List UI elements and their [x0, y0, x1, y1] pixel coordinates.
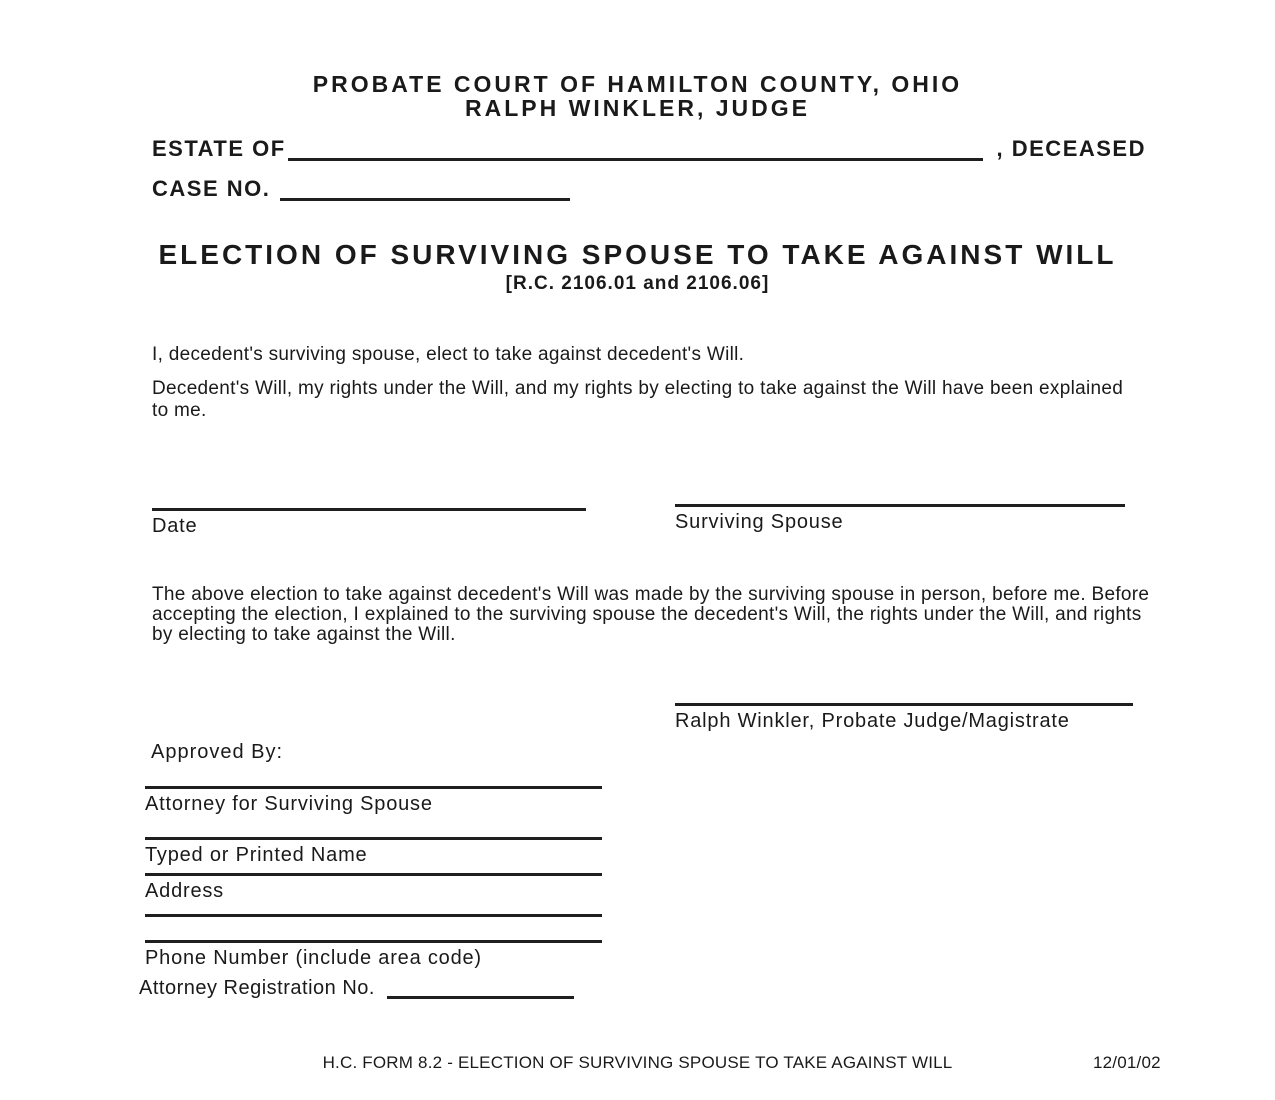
phone-number-label: Phone Number (include area code): [145, 947, 482, 969]
statute-reference: [R.C. 2106.01 and 2106.06]: [505, 273, 770, 294]
case-number-row: [152, 176, 570, 201]
address-continuation-block: [145, 914, 602, 941]
typed-name-label: Typed or Printed Name: [145, 844, 368, 866]
surviving-spouse-signature-block: [675, 504, 1125, 534]
attorney-signature-block: [145, 786, 602, 816]
phone-number-line: [145, 940, 602, 943]
deceased-label: , DECEASED: [996, 136, 1146, 161]
approved-by-label: Approved By:: [151, 741, 284, 763]
attorney-registration-label: Attorney Registration No.: [139, 977, 375, 999]
surviving-spouse-label: Surviving Spouse: [675, 511, 844, 533]
address-line-2: [145, 914, 602, 917]
estate-of-label: ESTATE OF: [152, 136, 286, 161]
attorney-registration-row: [139, 977, 574, 999]
date-label: Date: [152, 515, 198, 537]
page-footer: [0, 1053, 1275, 1073]
estate-name-line: [288, 137, 983, 161]
attorney-registration-line: [387, 977, 574, 999]
case-number-label: CASE NO.: [152, 176, 271, 201]
judge-signature-line: [675, 703, 1133, 706]
typed-name-block: [145, 837, 602, 867]
phone-number-block: [145, 940, 602, 970]
typed-name-line: [145, 837, 602, 840]
surviving-spouse-signature-line: [675, 504, 1125, 507]
court-header: [0, 72, 1275, 120]
estate-of-row: [152, 136, 1146, 161]
footer-revision-date: 12/01/02: [1093, 1053, 1161, 1072]
address-continuation-label: [145, 921, 602, 941]
judge-signature-block: [675, 703, 1133, 733]
attorney-signature-label: Attorney for Surviving Spouse: [145, 793, 433, 815]
date-signature-block: [152, 508, 586, 538]
election-statement: I, decedent's surviving spouse, elect to take against decedent's Will.: [152, 344, 745, 365]
certification-statement: The above election to take against decedent's Will was made by the surviving spouse in person, before me. Before accepting the election, I explained to the surviving spouse the decedent's Will, the rights under the Will, and rights by electing to take against the Will.: [152, 584, 1150, 645]
court-name: PROBATE COURT OF HAMILTON COUNTY, OHIO: [312, 71, 963, 97]
attorney-signature-line: [145, 786, 602, 789]
explanation-statement: Decedent's Will, my rights under the Will, and my rights by electing to take against the Will have been explained to me.: [152, 378, 1124, 421]
address-label: Address: [145, 880, 224, 902]
date-signature-line: [152, 508, 586, 511]
judge-name: RALPH WINKLER, JUDGE: [465, 95, 810, 121]
document-title: ELECTION OF SURVIVING SPOUSE TO TAKE AGAINST WILL: [158, 239, 1117, 270]
footer-form-label: H.C. FORM 8.2 - ELECTION OF SURVIVING SPOUSE TO TAKE AGAINST WILL: [322, 1053, 953, 1072]
address-line: [145, 873, 602, 876]
address-block: [145, 873, 602, 903]
judge-signature-label: Ralph Winkler, Probate Judge/Magistrate: [675, 710, 1070, 732]
case-number-line: [280, 177, 570, 201]
